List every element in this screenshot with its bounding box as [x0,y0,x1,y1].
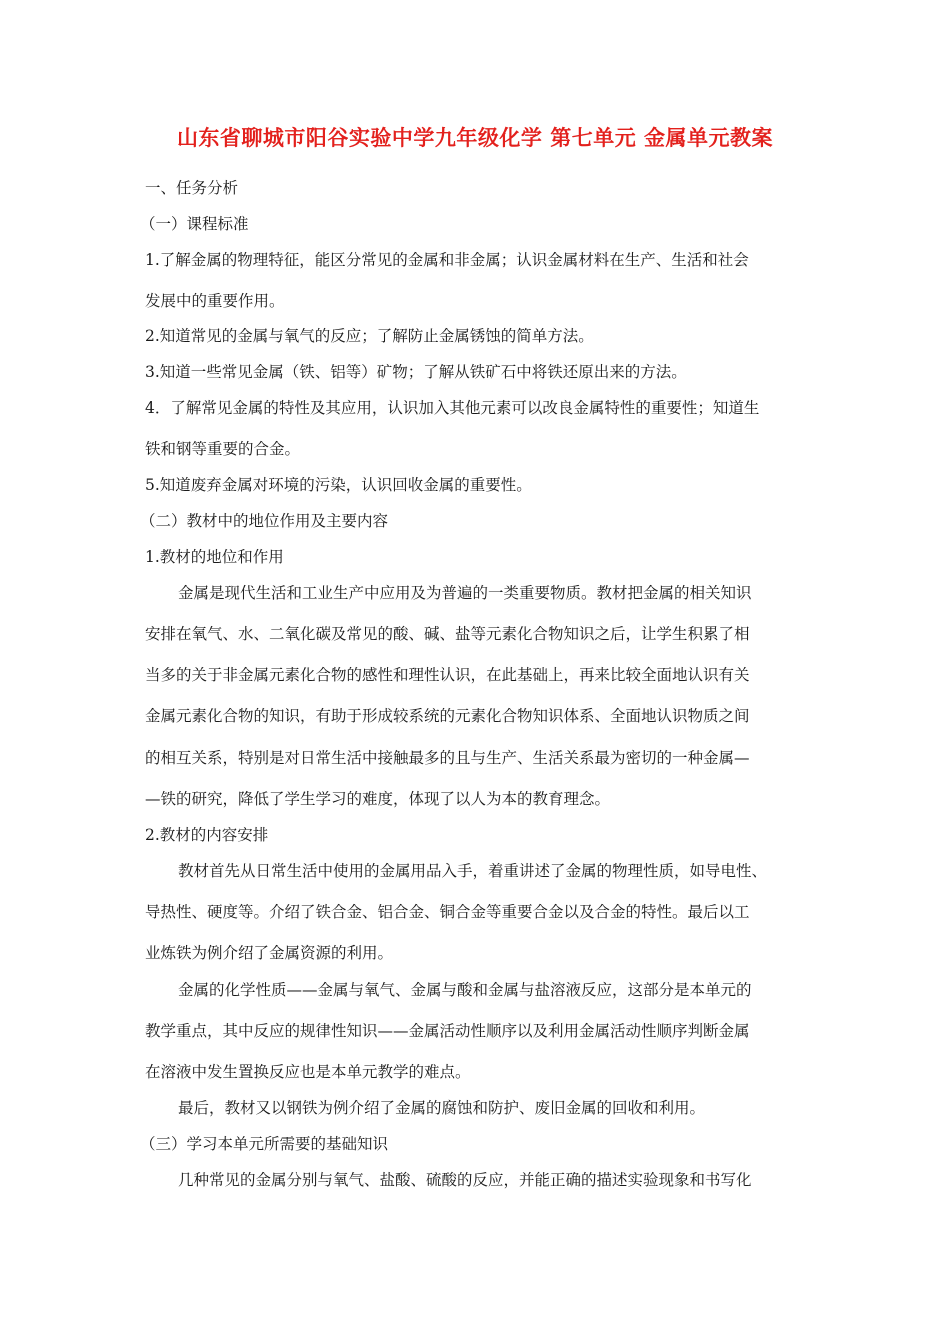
paragraph-line: 教学重点，其中反应的规律性知识——金属活动性顺序以及利用金属活动性顺序判断金属 [145,1022,750,1040]
paragraph-line: 的相互关系，特别是对日常生活中接触最多的且与生产、生活关系最为密切的一种金属— [145,749,750,767]
paragraph-line: 最后，教材又以钢铁为例介绍了金属的腐蚀和防护、废旧金属的回收和利用。 [178,1099,706,1117]
paragraph-line: 发展中的重要作用。 [145,292,285,310]
item-heading: 1.教材的地位和作用 [145,548,284,566]
paragraph-line: 金属是现代生活和工业生产中应用及为普遍的一类重要物质。教材把金属的相关知识 [178,584,752,602]
item-heading: 2.教材的内容安排 [145,826,269,844]
paragraph-line: 当多的关于非金属元素化合物的感性和理性认识，在此基础上，再来比较全面地认识有关 [145,666,750,684]
paragraph-line: 1.了解金属的物理特征，能区分常见的金属和非金属；认识金属材料在生产、生活和社会 [145,251,749,269]
paragraph-line: 3.知道一些常见金属（铁、铝等）矿物；了解从铁矿石中将铁还原出来的方法。 [145,363,687,381]
subsection-heading: （三）学习本单元所需要的基础知识 [140,1135,389,1153]
paragraph-line: 金属的化学性质——金属与氧气、金属与酸和金属与盐溶液反应，这部分是本单元的 [178,981,752,999]
section-heading: 一、任务分析 [145,179,239,197]
document-title: 山东省聊城市阳谷实验中学九年级化学 第七单元 金属单元教案 [176,126,774,150]
paragraph-line: 安排在氧气、水、二氧化碳及常见的酸、碱、盐等元素化合物知识之后，让学生积累了相 [145,625,750,643]
paragraph-line: 2.知道常见的金属与氧气的反应；了解防止金属锈蚀的简单方法。 [145,327,594,345]
paragraph-line: 4．了解常见金属的特性及其应用，认识加入其他元素可以改良金属特性的重要性；知道生 [145,399,760,417]
paragraph-line: 在溶液中发生置换反应也是本单元教学的难点。 [145,1063,471,1081]
paragraph-line: —铁的研究，降低了学生学习的难度，体现了以人为本的教育理念。 [145,790,611,808]
paragraph-line: 教材首先从日常生活中使用的金属用品入手，着重讲述了金属的物理性质，如导电性、 [178,862,768,880]
paragraph-line: 金属元素化合物的知识，有助于形成较系统的元素化合物知识体系、全面地认识物质之间 [145,707,750,725]
paragraph-line: 业炼铁为例介绍了金属资源的利用。 [145,944,394,962]
paragraph-line: 5.知道废弃金属对环境的污染，认识回收金属的重要性。 [145,476,532,494]
paragraph-line: 几种常见的金属分别与氧气、盐酸、硫酸的反应，并能正确的描述实验现象和书写化 [178,1171,752,1189]
subsection-heading: （一）课程标准 [140,215,249,233]
paragraph-line: 铁和钢等重要的合金。 [145,440,301,458]
subsection-heading: （二）教材中的地位作用及主要内容 [140,512,389,530]
paragraph-line: 导热性、硬度等。介绍了铁合金、铝合金、铜合金等重要合金以及合金的特性。最后以工 [145,903,750,921]
